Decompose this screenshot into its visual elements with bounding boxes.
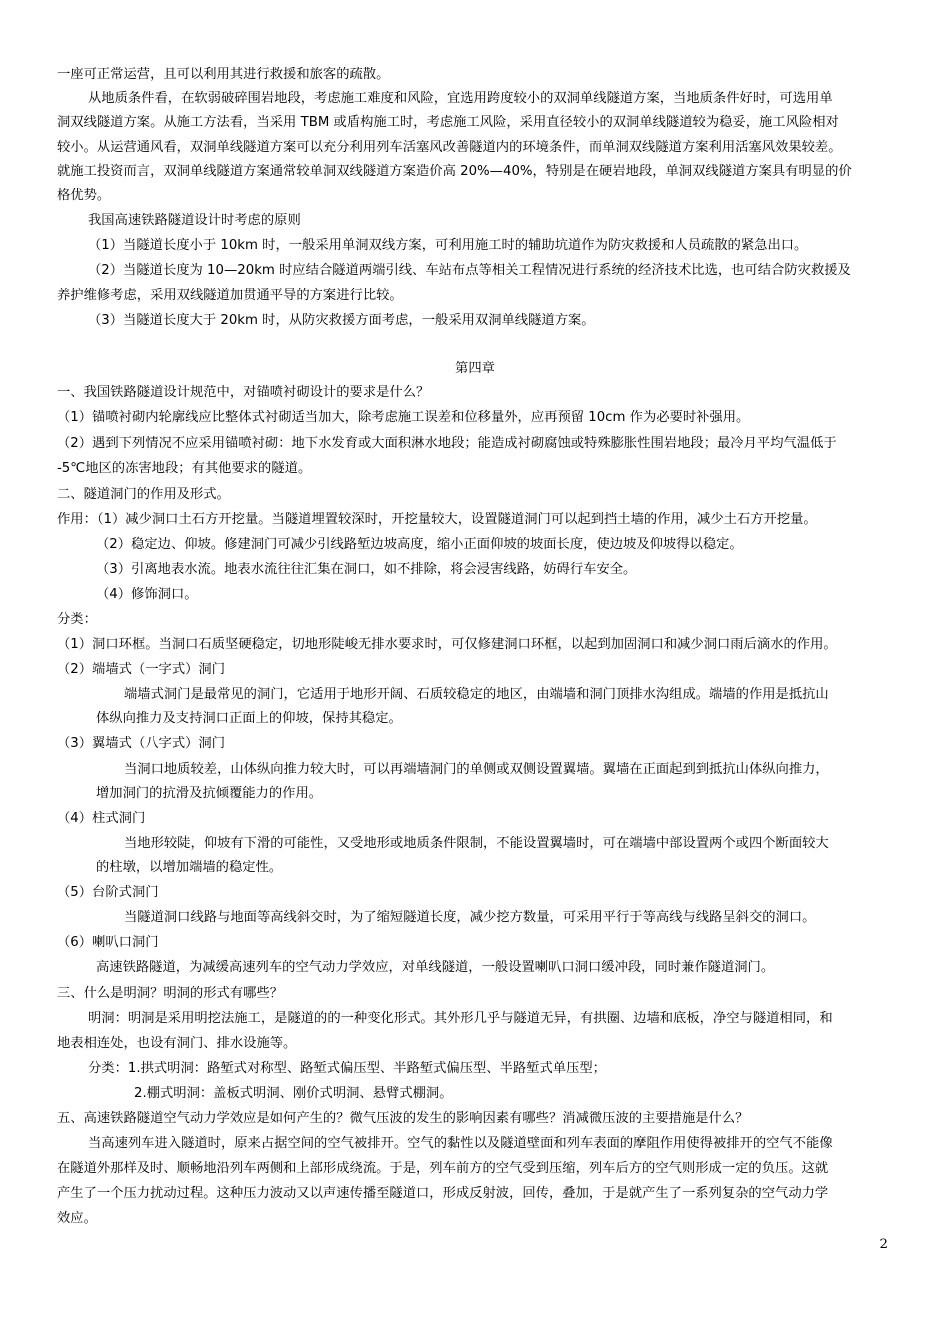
text-line: （2）遇到下列情况不应采用锚喷衬砌：地下水发育或大面积淋水地段；能造成衬砌腐蚀或特殊膨胀性围岩地段；最冷月平均气温低于 xyxy=(57,436,837,451)
text-line: 在隧道外那样及时、顺畅地沿列车两侧和上部形成绕流。于是，列车前方的空气受到压缩，列车后方的空气则形成一定的负压。这就 xyxy=(57,1161,829,1176)
text-line: 高速铁路隧道，为减缓高速列车的空气动力学效应，对单线隧道，一般设置喇叭口洞口缓冲段，同时兼作隧道洞门。 xyxy=(96,960,775,975)
text-line: 当洞口地质较差，山体纵向推力较大时，可以再端墙洞门的单侧或双侧设置翼墙。翼墙在正面起到到抵抗山体纵向推力， xyxy=(124,762,829,777)
text-line: 当高速列车进入隧道时，原来占据空间的空气被排开。空气的黏性以及隧道壁面和列车表面的摩阻作用使得被排开的空气不能像 xyxy=(88,1136,833,1151)
text-line: 二、隧道洞门的作用及形式。 xyxy=(57,487,230,502)
text-line: 端墙式洞门是最常见的洞门，它适用于地形开阔、石质较稳定的地区，由端墙和洞门顶排水沟组成。端墙的作用是抵抗山 xyxy=(124,687,829,702)
text-line: 养护维修考虑，采用双线隧道加贯通平导的方案进行比较。 xyxy=(57,288,403,303)
text-line: 从地质条件看，在软弱破碎围岩地段，考虑施工难度和风险，宜选用跨度较小的双洞单线隧道方案，当地质条件好时，可选用单 xyxy=(88,91,833,106)
text-line: 明洞：明洞是采用明挖法施工，是隧道的的一种变化形式。其外形几乎与隧道无异，有拱圈、边墙和底板，净空与隧道相同，和 xyxy=(88,1011,833,1026)
text-line: 的柱墩，以增加端墙的稳定性。 xyxy=(96,860,283,875)
text-line: 当隧道洞口线路与地面等高线斜交时，为了缩短隧道长度，减少挖方数量，可采用平行于等高线与线路呈斜交的洞口。 xyxy=(124,910,816,925)
text-line: 分类： xyxy=(57,612,97,627)
text-line: 就施工投资而言，双洞单线隧道方案通常较单洞双线隧道方案造价高 20%—40%，特别是在硬岩地段，单洞双线隧道方案具有明显的价 xyxy=(57,164,852,179)
text-line: 一座可正常运营，且可以利用其进行救援和旅客的疏散。 xyxy=(57,67,390,82)
text-line: 较小。从运营通风看，双洞单线隧道方案可以充分利用列车活塞风改善隧道内的环境条件，而单洞双线隧道方案利用活塞风效果较差。 xyxy=(57,140,842,155)
text-line: （2）当隧道长度为 10—20km 时应结合隧道两端引线、车站布点等相关工程情况进行系统的经济技术比选，也可结合防灾救援及 xyxy=(88,263,851,278)
text-line: （3）引离地表水流。地表水流往往汇集在洞口，如不排除，将会浸害线路，妨碍行车安全。 xyxy=(96,562,637,577)
text-line: 三、什么是明洞？明洞的形式有哪些？ xyxy=(57,986,284,1001)
text-line: 一、我国铁路隧道设计规范中，对锚喷衬砌设计的要求是什么？ xyxy=(57,385,430,400)
text-line: 作用：（1）减少洞口土石方开挖量。当隧道埋置较深时，开挖量较大，设置隧道洞门可以起到挡土墙的作用，减少土石方开挖量。 xyxy=(57,512,817,527)
text-line: 当地形较陡，仰坡有下滑的可能性，又受地形或地质条件限制，不能设置翼墙时，可在端墙中部设置两个或四个断面较大 xyxy=(124,836,829,851)
text-line: （2）稳定边、仰坡。修建洞门可减少引线路堑边坡高度，缩小正面仰坡的坡面长度，使边坡及仰坡得以稳定。 xyxy=(96,537,743,552)
text-line: 产生了一个压力扰动过程。这种压力波动又以声速传播至隧道口，形成反射波，回传，叠加，于是就产生了一系列复杂的空气动力学 xyxy=(57,1186,829,1201)
text-line: 五、高速铁路隧道空气动力学效应是如何产生的？微气压波的发生的影响因素有哪些？消减微压波的主要措施是什么？ xyxy=(57,1111,749,1126)
chapter-title: 第四章 xyxy=(455,361,495,376)
text-line: 我国高速铁路隧道设计时考虑的原则 xyxy=(88,213,301,228)
text-line: （5）台阶式洞门 xyxy=(57,885,159,900)
text-line: 分类：1.拱式明洞：路堑式对称型、路堑式偏压型、半路堑式偏压型、半路堑式单压型； xyxy=(88,1061,606,1076)
text-line: （1）洞口环框。当洞口石质坚硬稳定，切地形陡峻无排水要求时，可仅修建洞口环框，以起到加固洞口和减少洞口雨后滴水的作用。 xyxy=(57,637,837,652)
text-line: （4）柱式洞门 xyxy=(57,811,146,826)
text-line: 体纵向推力及支持洞口正面上的仰坡，保持其稳定。 xyxy=(96,711,402,726)
text-line: （2）端墙式（一字式）洞门 xyxy=(57,662,226,677)
text-line: 效应。 xyxy=(57,1211,97,1226)
page-number: 2 xyxy=(879,1237,888,1252)
text-line: -5℃地区的冻害地段；有其他要求的隧道。 xyxy=(57,461,312,476)
text-line: （3）翼墙式（八字式）洞门 xyxy=(57,736,226,751)
text-line: 格优势。 xyxy=(57,188,111,203)
text-line: （1）当隧道长度小于 10km 时，一般采用单洞双线方案，可利用施工时的辅助坑道作为防灾救援和人员疏散的紧急出口。 xyxy=(88,238,808,253)
text-line: （4）修饰洞口。 xyxy=(96,587,198,602)
text-line: 增加洞门的抗滑及抗倾覆能力的作用。 xyxy=(96,786,323,801)
text-line: （1）锚喷衬砌内轮廓线应比整体式衬砌适当加大，除考虑施工误差和位移量外，应再预留 10cm 作为必要时补强用。 xyxy=(57,410,750,425)
text-line: （6）喇叭口洞门 xyxy=(57,935,159,950)
text-line: 地表相连处，也设有洞门、排水设施等。 xyxy=(57,1036,297,1051)
text-line: 2.棚式明洞：盖板式明洞、刚价式明洞、悬臂式棚洞。 xyxy=(134,1086,453,1101)
text-line: （3）当隧道长度大于 20km 时，从防灾救援方面考虑，一般采用双洞单线隧道方案。 xyxy=(88,313,595,328)
text-line: 洞双线隧道方案。从施工方法看，当采用 TBM 或盾构施工时，考虑施工风险，采用直径较小的双洞单线隧道较为稳妥，施工风险相对 xyxy=(57,115,839,130)
